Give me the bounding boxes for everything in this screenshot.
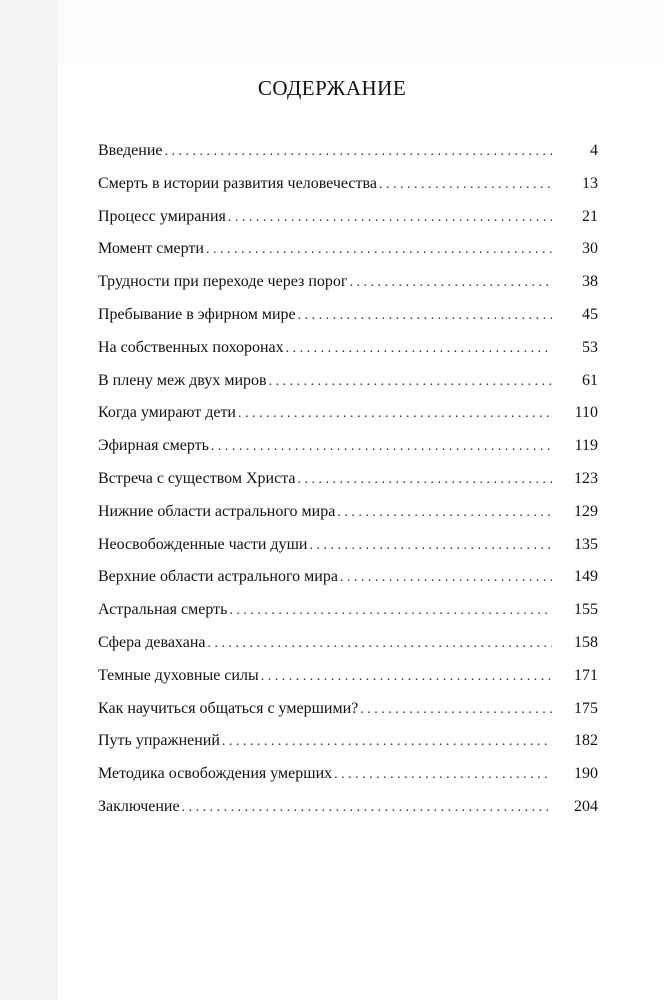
toc-entry-page: 155	[574, 601, 598, 619]
leader-dots	[269, 374, 552, 390]
leader-dots	[298, 472, 553, 488]
toc-entry-page: 21	[582, 207, 598, 225]
toc-entry	[98, 634, 598, 667]
toc-entry-label: Путь упражнений	[98, 732, 220, 750]
leader-dots	[182, 800, 552, 816]
toc-entry	[98, 437, 598, 470]
toc-entry-label: Верхние области астрального мира	[98, 568, 338, 586]
toc-entry-label: Эфирная смерть	[98, 437, 209, 455]
leader-dots	[211, 439, 552, 455]
toc-entry-page: 171	[574, 666, 598, 684]
leader-dots	[261, 669, 552, 685]
toc-entry	[98, 240, 598, 273]
toc-entry-page: 110	[574, 404, 598, 422]
toc-entry	[98, 503, 598, 536]
toc-entry-label: Методика освобождения умерших	[98, 765, 333, 783]
toc-entry	[98, 273, 598, 306]
toc-entry	[98, 142, 598, 175]
leader-dots	[222, 734, 552, 750]
toc-entry-page: 45	[582, 305, 598, 323]
leader-dots	[207, 636, 552, 652]
toc-entry-label: Заключение	[98, 797, 180, 815]
toc-entry	[98, 175, 598, 208]
page-title: СОДЕРЖАНИЕ	[257, 76, 407, 100]
toc-entry	[98, 601, 598, 634]
leader-dots	[238, 406, 552, 422]
toc-entry-label: Неосвобожденные части души	[98, 535, 308, 553]
toc-entry-page: 38	[582, 273, 598, 291]
leader-dots	[286, 341, 552, 357]
toc-entry-page: 190	[574, 765, 598, 783]
toc-entry	[98, 306, 598, 339]
toc-entry-label: Момент смерти	[98, 240, 204, 258]
toc-entry-label: Смерть в истории развития человечества	[98, 174, 377, 192]
toc-entry-page: 129	[574, 502, 598, 520]
toc-entry-page: 149	[574, 568, 598, 586]
table-of-contents	[98, 142, 598, 831]
toc-entry-page: 61	[582, 371, 598, 389]
leader-dots	[360, 702, 552, 718]
toc-entry	[98, 765, 598, 798]
toc-entry-page: 175	[574, 699, 598, 717]
toc-entry	[98, 568, 598, 601]
toc-entry	[98, 208, 598, 241]
toc-entry-page: 53	[582, 338, 598, 356]
toc-entry-label: Введение	[98, 142, 163, 159]
toc-entry-page: 119	[574, 437, 598, 455]
toc-entry-label: Встреча с существом Христа	[98, 469, 296, 487]
toc-entry-label: Трудности при переходе через порог	[98, 273, 348, 291]
leader-dots	[165, 144, 553, 160]
toc-entry	[98, 798, 598, 831]
toc-entry	[98, 536, 598, 569]
toc-entry	[98, 700, 598, 733]
leader-dots	[206, 242, 552, 258]
toc-entry-page: 204	[574, 797, 598, 815]
leader-dots	[229, 603, 552, 619]
toc-entry	[98, 404, 598, 437]
scan-margin-top	[0, 0, 664, 64]
scan-margin-left	[0, 0, 58, 1000]
toc-entry	[98, 372, 598, 405]
toc-entry-label: Процесс умирания	[98, 207, 226, 225]
toc-entry-label: Нижние области астрального мира	[98, 502, 336, 520]
leader-dots	[309, 538, 552, 554]
toc-entry-label: Пребывание в эфирном мире	[98, 305, 296, 323]
leader-dots	[334, 767, 552, 783]
toc-entry-page: 158	[574, 633, 598, 651]
toc-entry-label: Как научиться общаться с умершими?	[98, 699, 359, 717]
toc-entry	[98, 732, 598, 765]
toc-entry-label: На собственных похоронах	[98, 338, 284, 356]
toc-entry	[98, 339, 598, 372]
toc-entry-page: 182	[574, 732, 598, 750]
leader-dots	[349, 275, 552, 291]
leader-dots	[298, 308, 552, 324]
leader-dots	[379, 177, 552, 193]
leader-dots	[228, 210, 552, 226]
toc-entry-page: 13	[582, 174, 598, 192]
toc-entry-page: 30	[582, 240, 598, 258]
toc-entry-label: Астральная смерть	[98, 601, 228, 619]
toc-entry-label: Темные духовные силы	[98, 666, 259, 684]
leader-dots	[337, 505, 552, 521]
toc-entry-page: 135	[574, 535, 598, 553]
toc-entry-label: Сфера девахана	[98, 633, 206, 651]
leader-dots	[340, 570, 552, 586]
toc-entry-label: В плену меж двух миров	[98, 371, 267, 389]
toc-entry	[98, 667, 598, 700]
toc-entry-page: 4	[590, 142, 598, 159]
toc-entry-page: 123	[574, 469, 598, 487]
toc-entry-label: Когда умирают дети	[98, 404, 236, 422]
toc-entry	[98, 470, 598, 503]
